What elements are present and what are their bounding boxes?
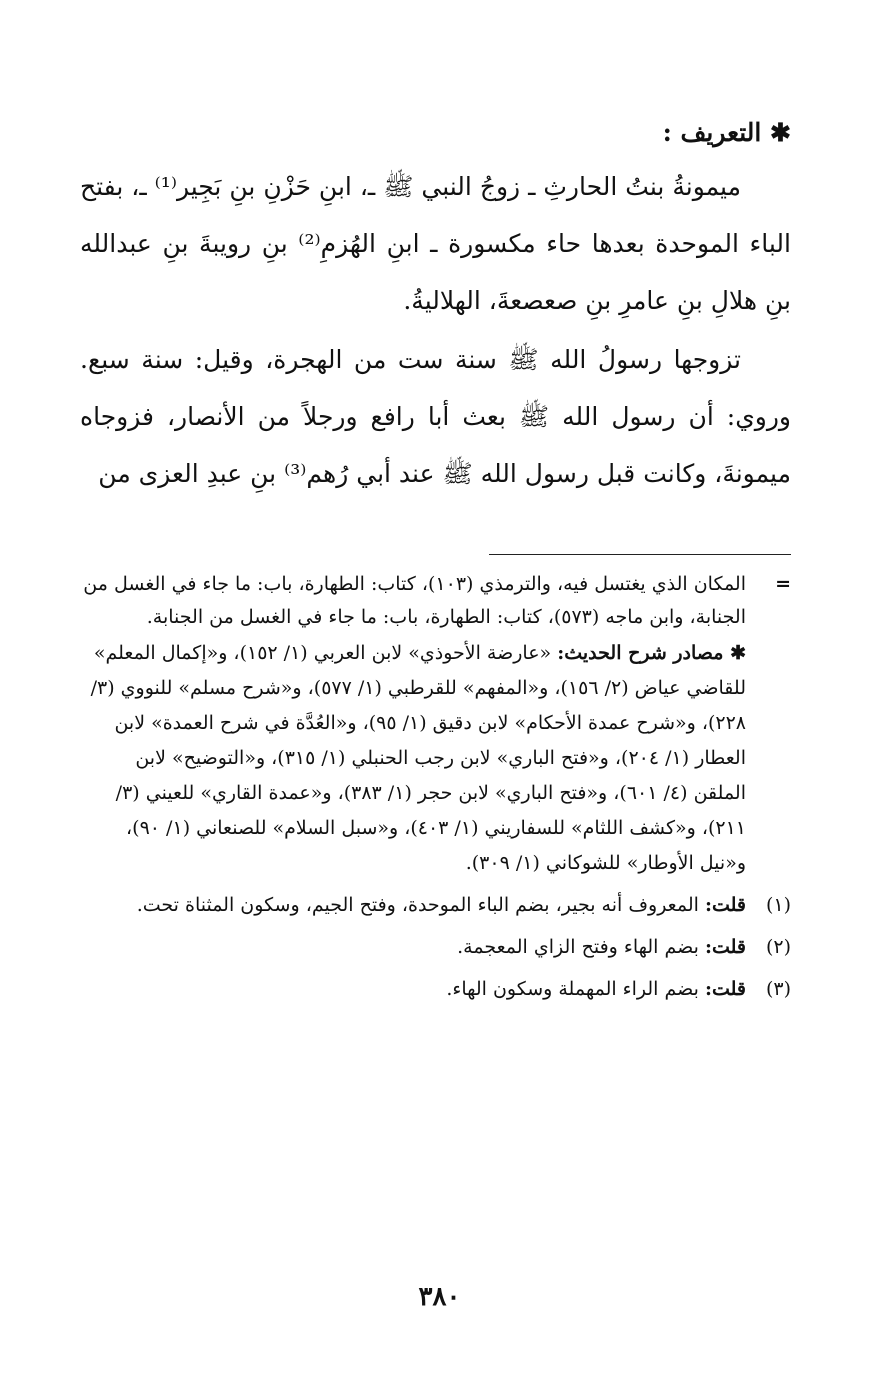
footnote-number: (١) — [765, 894, 791, 916]
footnote-number: (٣) — [765, 978, 791, 1000]
footnote-label: قلت: — [704, 936, 746, 958]
sources-block — [80, 636, 791, 881]
paragraph-2: تزوجها رسولُ الله ﷺ سنة ست من الهجرة، وقيل: سنة سبع. وروي: أن رسول الله ﷺ بعث أبا رافع ورجلاً من الأنصار، فزوجاه ميمونةَ، وكانت قبل رسول الله ﷺ عند أبي رُهم⁽³⁾ بنِ عبدِ العزى من — [80, 345, 791, 488]
footnote-text: المعروف أنه بجير، بضم الباء الموحدة، وفتح الجيم، وسكون المثناة تحت. — [136, 894, 699, 916]
section-heading: ✱ التعريف : — [662, 118, 791, 147]
continuation-marker: = — [775, 573, 791, 595]
footnote-3 — [80, 971, 791, 1007]
footnote-1 — [80, 887, 791, 923]
footnote-text: بضم الهاء وفتح الزاي المعجمة. — [457, 936, 699, 958]
footnote-continuation — [80, 568, 791, 634]
footnote-2 — [80, 929, 791, 965]
footnotes-section — [80, 568, 791, 1007]
sources-text: «عارضة الأحوذي» لابن العربي (١/ ١٥٢)، و«إكمال المعلم» للقاضي عياض (٢/ ١٥٦)، و«المفهم» للقرطبي (١/ ٥٧٧)، و«شرح مسلم» للنووي (٣/ ٢٢٨)، و«شرح عمدة الأحكام» لابن دقيق (١/ ٩٥)، و«العُدَّة في شرح العمدة» لابن العطار (١/ ٢٠٤)، و«فتح الباري» لابن رجب الحنبلي (١/ ٣١٥)، و«التوضيح» لابن الملقن (٤/ ٦٠١)، و«فتح الباري» لابن حجر (١/ ٣٨٣)، و«عمدة القاري» للعيني (٣/ ٢١١)، و«كشف اللثام» للسفاريني (١/ ٤٠٣)، و«سبل السلام» للصنعاني (١/ ٩٠)، و«نيل الأوطار» للشوكاني (١/ ٣٠٩). — [90, 642, 746, 874]
footnote-label: قلت: — [704, 978, 746, 1000]
footnote-text: بضم الراء المهملة وسكون الهاء. — [446, 978, 699, 1000]
continuation-text: المكان الذي يغتسل فيه، والترمذي (١٠٣)، كتاب: الطهارة، باب: ما جاء في الغسل من الجنابة، وابن ماجه (٥٧٣)، كتاب: الطهارة، باب: ما جاء في الغسل من الجنابة. — [83, 573, 746, 628]
page-number: ٣٨٠ — [418, 1282, 461, 1312]
footnote-number: (٢) — [765, 936, 791, 958]
main-content — [80, 110, 791, 502]
sources-label: ✱ مصادر شرح الحديث: — [557, 642, 746, 664]
paragraph-1: ميمونةُ بنتُ الحارثِ ـ زوجُ النبي ﷺ ـ، ابنِ حَزْنِ بنِ بَجِير⁽¹⁾ ـ، بفتح الباء الموحدة بعدها حاء مكسورة ـ ابنِ الهُزمِ⁽²⁾ بنِ رويبةَ بنِ عبدالله بنِ هلالِ بنِ عامرِ بنِ صعصعةَ، الهلاليةُ. — [80, 172, 791, 315]
footnote-divider — [489, 554, 791, 555]
footnote-label: قلت: — [704, 894, 746, 916]
main-text — [80, 158, 791, 502]
